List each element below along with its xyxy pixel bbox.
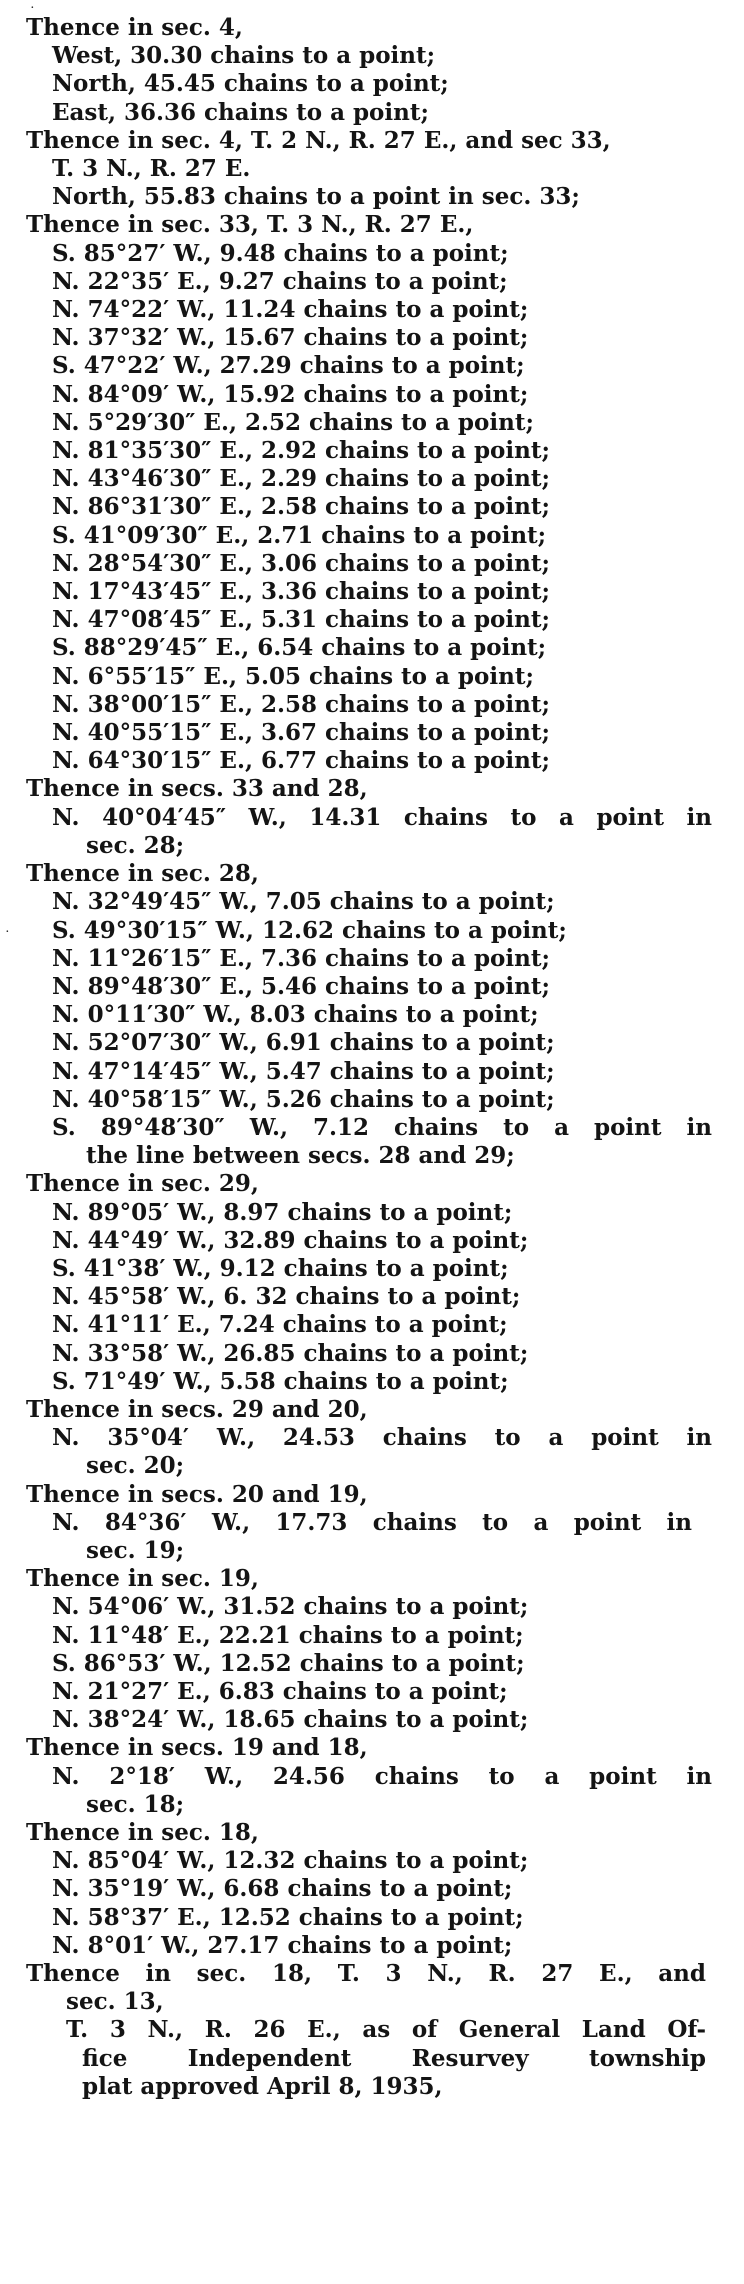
text-line: N. 58°37′ E., 12.52 chains to a point; (52, 1903, 524, 1931)
text-line: N. 85°04′ W., 12.32 chains to a point; (52, 1847, 529, 1875)
text-line: T. 3 N., R. 26 E., as of General Land Of- (66, 2016, 706, 2044)
text-line: S. 41°09′30″ E., 2.71 chains to a point; (52, 521, 547, 549)
stray-dot-mark: · (30, 1, 35, 16)
text-line: N. 84°36′ W., 17.73 chains to a point in (52, 1508, 692, 1536)
text-line: sec. 20; (86, 1452, 185, 1480)
text-line: N. 41°11′ E., 7.24 chains to a point; (52, 1311, 508, 1339)
text-line: N. 84°09′ W., 15.92 chains to a point; (52, 380, 529, 408)
text-line: sec. 19; (86, 1536, 185, 1564)
text-line: Thence in secs. 29 and 20, (26, 1395, 368, 1423)
text-line: N. 37°32′ W., 15.67 chains to a point; (52, 324, 529, 352)
legal-description-text (26, 0, 726, 2101)
text-line: N. 52°07′30″ W., 6.91 chains to a point; (52, 1029, 555, 1057)
text-line: N. 64°30′15″ E., 6.77 chains to a point; (52, 747, 550, 775)
text-line: N. 86°31′30″ E., 2.58 chains to a point; (52, 493, 550, 521)
text-line: the line between secs. 28 and 29; (86, 1142, 515, 1170)
text-line: N. 6°55′15″ E., 5.05 chains to a point; (52, 662, 534, 690)
text-line: N. 0°11′30″ W., 8.03 chains to a point; (52, 1001, 539, 1029)
text-line: North, 45.45 chains to a point; (52, 70, 449, 98)
text-line: Thence in sec. 4, (26, 14, 243, 41)
text-line: Thence in sec. 19, (26, 1565, 259, 1593)
text-line: S. 47°22′ W., 27.29 chains to a point; (52, 352, 525, 380)
text-line: Thence in sec. 29, (26, 1170, 259, 1198)
text-line: Thence in secs. 33 and 28, (26, 775, 368, 803)
text-line: N. 45°58′ W., 6. 32 chains to a point; (52, 1283, 521, 1311)
text-line: S. 49°30′15″ W., 12.62 chains to a point; (52, 916, 567, 944)
text-line: N. 89°05′ W., 8.97 chains to a point; (52, 1198, 513, 1226)
text-line: S. 41°38′ W., 9.12 chains to a point; (52, 1254, 509, 1282)
text-line: sec. 18; (86, 1790, 185, 1818)
text-line: N. 54°06′ W., 31.52 chains to a point; (52, 1593, 529, 1621)
text-line: N. 38°00′15″ E., 2.58 chains to a point; (52, 690, 550, 718)
text-line: S. 85°27′ W., 9.48 chains to a point; (52, 239, 509, 267)
text-line: N. 11°26′15″ E., 7.36 chains to a point; (52, 944, 550, 972)
text-line: N. 2°18′ W., 24.56 chains to a point in (52, 1762, 712, 1790)
text-line: N. 32°49′45″ W., 7.05 chains to a point; (52, 888, 555, 916)
text-line: N. 11°48′ E., 22.21 chains to a point; (52, 1621, 524, 1649)
text-line: S. 88°29′45″ E., 6.54 chains to a point; (52, 634, 547, 662)
text-line: Thence in sec. 18, (26, 1819, 259, 1846)
text-line: N. 17°43′45″ E., 3.36 chains to a point; (52, 578, 550, 606)
text-line: N. 47°14′45″ W., 5.47 chains to a point; (52, 1057, 555, 1085)
text-line: N. 81°35′30″ E., 2.92 chains to a point; (52, 437, 550, 465)
text-line: N. 38°24′ W., 18.65 chains to a point; (52, 1706, 529, 1734)
text-line: N. 8°01′ W., 27.17 chains to a point; (52, 1931, 513, 1959)
text-line: Thence in secs. 19 and 18, (26, 1734, 368, 1762)
text-line: N. 22°35′ E., 9.27 chains to a point; (52, 267, 508, 295)
text-line: sec. 13, (66, 1988, 164, 2016)
text-line: Thence in secs. 20 and 19, (26, 1480, 368, 1508)
text-line: West, 30.30 chains to a point; (52, 42, 436, 70)
text-line: Thence in sec. 4, T. 2 N., R. 27 E., and sec 33, (26, 126, 611, 154)
text-line: Thence in sec. 28, (26, 860, 259, 888)
text-line: fice Independent Resurvey township (82, 2044, 706, 2072)
text-line: N. 74°22′ W., 11.24 chains to a point; (52, 296, 529, 324)
text-line: N. 33°58′ W., 26.85 chains to a point; (52, 1339, 529, 1367)
text-line: Thence in sec. 18, T. 3 N., R. 27 E., and (26, 1960, 706, 1988)
text-line: North, 55.83 chains to a point in sec. 33; (52, 183, 580, 211)
text-line: N. 44°49′ W., 32.89 chains to a point; (52, 1226, 529, 1254)
text-line: S. 89°48′30″ W., 7.12 chains to a point in (52, 1113, 712, 1141)
stray-dot-mark: · (5, 925, 10, 940)
text-line: N. 47°08′45″ E., 5.31 chains to a point; (52, 606, 550, 634)
text-line: East, 36.36 chains to a point; (52, 98, 429, 126)
text-line: sec. 28; (86, 831, 185, 859)
text-line: Thence in sec. 33, T. 3 N., R. 27 E., (26, 211, 474, 239)
text-line: N. 40°04′45″ W., 14.31 chains to a point in (52, 803, 712, 831)
text-line: N. 40°58′15″ W., 5.26 chains to a point; (52, 1085, 555, 1113)
text-line: N. 5°29′30″ E., 2.52 chains to a point; (52, 408, 534, 436)
text-line: N. 43°46′30″ E., 2.29 chains to a point; (52, 465, 550, 493)
text-line: N. 40°55′15″ E., 3.67 chains to a point; (52, 719, 550, 747)
text-line: N. 21°27′ E., 6.83 chains to a point; (52, 1677, 508, 1705)
text-line: N. 35°04′ W., 24.53 chains to a point in (52, 1424, 712, 1452)
text-line: N. 35°19′ W., 6.68 chains to a point; (52, 1875, 513, 1903)
text-line: S. 71°49′ W., 5.58 chains to a point; (52, 1367, 509, 1395)
text-line: S. 86°53′ W., 12.52 chains to a point; (52, 1649, 525, 1677)
text-line: N. 89°48′30″ E., 5.46 chains to a point; (52, 972, 550, 1000)
text-line: plat approved April 8, 1935, (82, 2072, 443, 2100)
text-line: T. 3 N., R. 27 E. (52, 155, 251, 183)
text-line: N. 28°54′30″ E., 3.06 chains to a point; (52, 549, 550, 577)
